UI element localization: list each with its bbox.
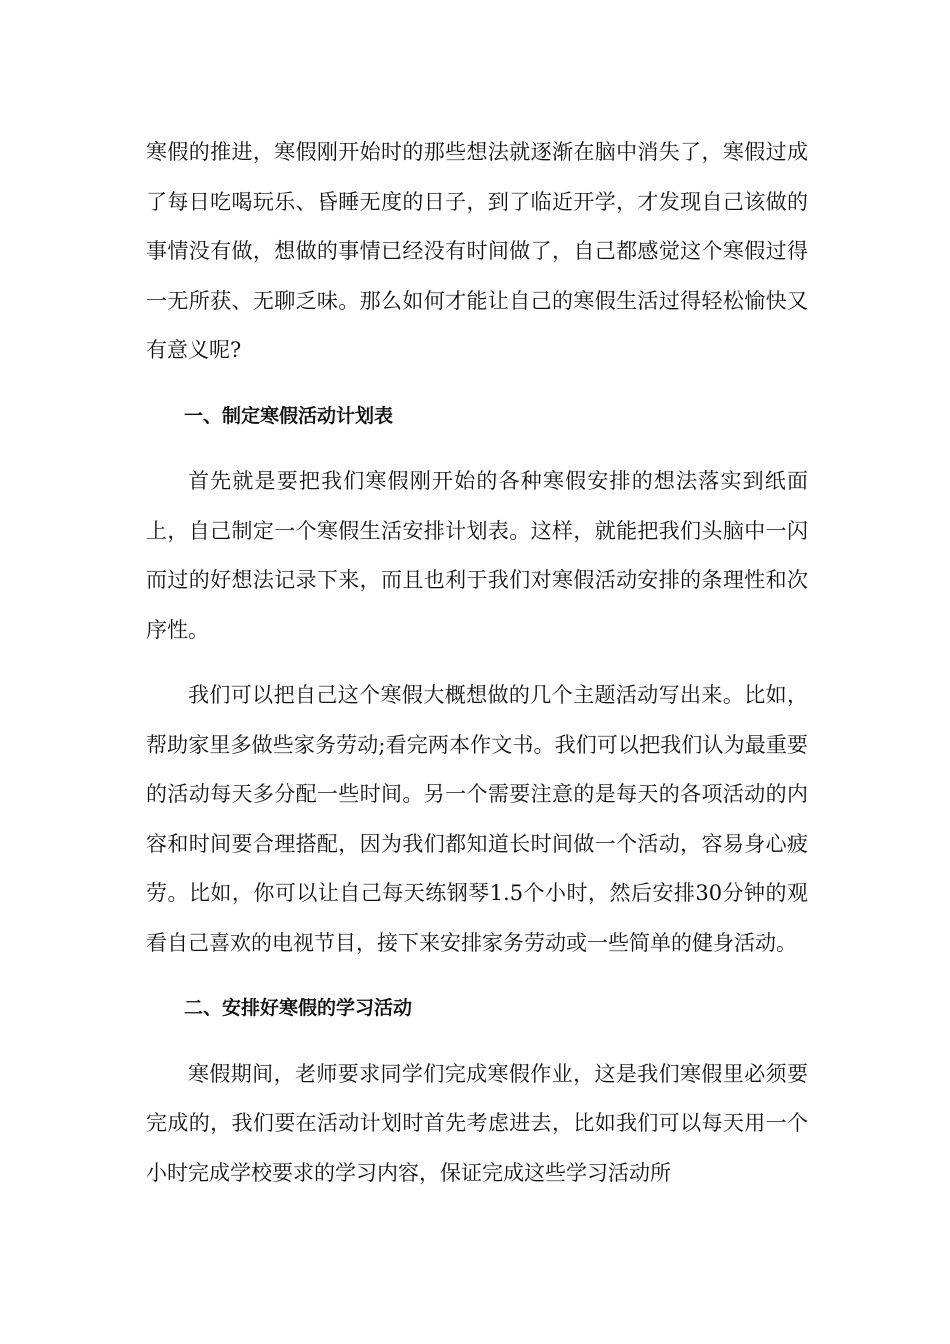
- paragraph-plan-2: 我们可以把自己这个寒假大概想做的几个主题活动写出来。比如，帮助家里多做些家务劳动;看完两本作文书。我们可以把我们认为最重要的活动每天多分配一些时间。另一个需要注意的是每天的各项活动的内容和时间要合理搭配，因为我们都知道长时间做一个活动，容易身心疲劳。比如，你可以让自己每天练钢琴1.5个小时，然后安排30分钟的观看自己喜欢的电视节目，接下来安排家务劳动或一些简单的健身活动。: [146, 683, 808, 955]
- paragraph-study: 寒假期间，老师要求同学们完成寒假作业，这是我们寒假里必须要完成的，我们要在活动计划时首先考虑进去，比如我们可以每天用一个小时完成学校要求的学习内容，保证完成这些学习活动所: [146, 1061, 808, 1185]
- section-heading-1: 一、制定寒假活动计划表: [184, 404, 394, 427]
- paragraph-intro: 寒假的推进，寒假刚开始时的那些想法就逐渐在脑中消失了，寒假过成了每日吃喝玩乐、昏睡无度的日子，到了临近开学，才发现自己该做的事情没有做，想做的事情已经没有时间做了，自己都感觉这个寒假过得一无所获、无聊乏味。那么如何才能让自己的寒假生活过得轻松愉快又有意义呢?: [146, 140, 808, 362]
- section-heading-2: 二、安排好寒假的学习活动: [184, 997, 413, 1019]
- document-body: [146, 128, 808, 1198]
- paragraph-plan-1: 首先就是要把我们寒假刚开始的各种寒假安排的想法落实到纸面上，自己制定一个寒假生活安排计划表。这样，就能把我们头脑中一闪而过的好想法记录下来，而且也利于我们对寒假活动安排的条理性和次序性。: [146, 469, 808, 642]
